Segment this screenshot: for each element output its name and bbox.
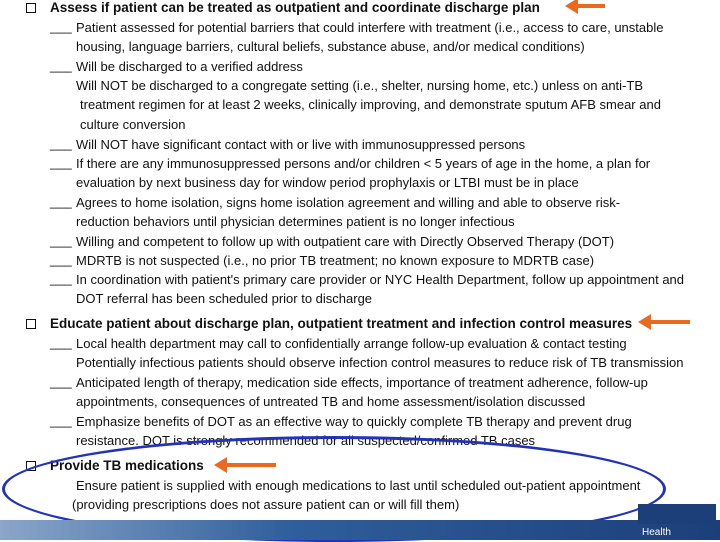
check-blank: ___	[50, 19, 72, 34]
heading-text: Assess if patient can be treated as outpatient and coordinate discharge plan	[50, 0, 540, 15]
item-text: resistance. DOT is strongly recommended for all suspected/confirmed TB cases	[76, 433, 536, 448]
check-blank: ___	[50, 155, 72, 170]
item-text: Patient assessed for potential barriers that could interfere with treatment (i.e., access to care, unstable	[76, 20, 664, 35]
item-text: Willing and competent to follow up with outpatient care with Directly Observed Therapy (DOT)	[76, 234, 615, 249]
heading-text: Educate patient about discharge plan, outpatient treatment and infection control measures	[50, 316, 633, 331]
item-text: DOT referral has been scheduled prior to discharge	[76, 291, 373, 306]
item-text: evaluation by next business day for window period prophylaxis or LTBI must be in place	[76, 175, 579, 190]
item-text: Will NOT be discharged to a congregate setting (i.e., shelter, nursing home, etc.) unless on anti-TB	[76, 78, 643, 93]
item-text: appointments, consequences of untreated TB and home assessment/isolation discussed	[76, 394, 586, 409]
item-text: treatment regimen for at least 2 weeks, clinically improving, and demonstrate sputum AFB smear and	[80, 97, 661, 112]
orange-arrow-icon	[577, 4, 605, 8]
item-text: culture conversion	[80, 117, 186, 132]
check-blank: ___	[50, 194, 72, 209]
check-blank: ___	[50, 335, 72, 350]
item-text: MDRTB is not suspected (i.e., no prior TB treatment; no known exposure to MDRTB case)	[76, 253, 595, 268]
item-text: reduction behaviors until physician determines patient is no longer infectious	[76, 214, 515, 229]
heading-text: Provide TB medications	[50, 458, 204, 473]
item-text: Agrees to home isolation, signs home isolation agreement and willing and able to observe risk-	[76, 195, 621, 210]
footer-bar	[0, 520, 720, 540]
section-heading	[26, 316, 632, 331]
check-blank: ___	[50, 374, 72, 389]
item-text: housing, language barriers, cultural beliefs, substance abuse, and/or medical conditions)	[76, 39, 585, 54]
item-text: Anticipated length of therapy, medication side effects, importance of treatment adherence, follow-up	[76, 375, 648, 390]
nyc-logo	[638, 504, 716, 524]
check-blank: ___	[50, 58, 72, 73]
check-blank: ___	[50, 271, 72, 286]
check-blank: ___	[50, 233, 72, 248]
checkbox-icon	[26, 3, 36, 13]
item-text: Local health department may call to confidentially arrange follow-up evaluation & contact testing	[76, 336, 627, 351]
check-blank: ___	[50, 136, 72, 151]
item-text: Emphasize benefits of DOT as an effective way to quickly complete TB therapy and prevent drug	[76, 414, 632, 429]
orange-arrow-icon	[650, 320, 690, 324]
item-text: In coordination with patient's primary care provider or NYC Health Department, follow up appointment and	[76, 272, 685, 287]
checkbox-icon	[26, 319, 36, 329]
item-text: If there are any immunosuppressed persons and/or children < 5 years of age in the home, a plan for	[76, 156, 651, 171]
item-text: (providing prescriptions does not assure patient can or will fill them)	[72, 497, 460, 512]
item-text: Potentially infectious patients should observe infection control measures to reduce risk of TB transmission	[76, 355, 684, 370]
item-text: Will NOT have significant contact with or live with immunosuppressed persons	[76, 137, 526, 152]
section-heading	[26, 0, 540, 15]
check-blank: ___	[50, 252, 72, 267]
item-text: Will be discharged to a verified address	[76, 59, 303, 74]
check-blank: ___	[50, 413, 72, 428]
item-text: Ensure patient is supplied with enough medications to last until scheduled out-patient appointment	[76, 478, 641, 493]
logo-health-text: Health	[642, 527, 671, 538]
